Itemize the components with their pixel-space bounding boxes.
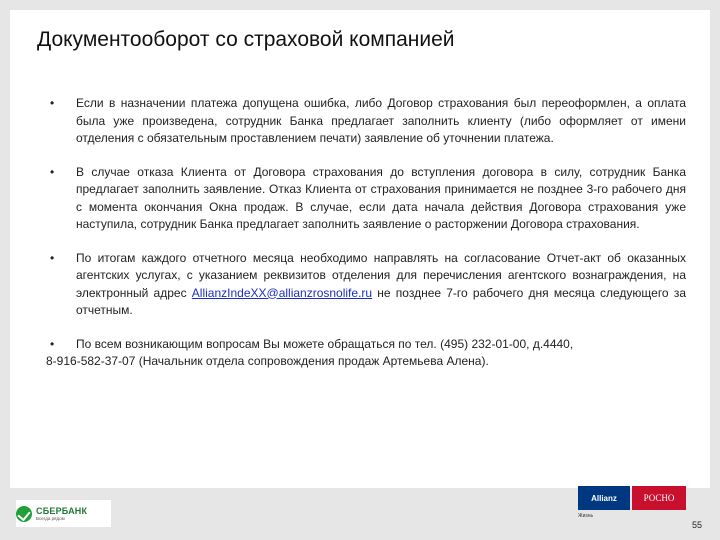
rosno-logo: РОСНО bbox=[632, 486, 686, 510]
bullet-text: По всем возникающим вопросам Вы можете обращаться по тел. (495) 232-01-00, д.4440, bbox=[76, 336, 574, 351]
life-label: Жизнь bbox=[578, 513, 594, 519]
bullet-dot: • bbox=[50, 164, 55, 179]
bullet-dot: • bbox=[50, 336, 55, 351]
sberbank-check-icon bbox=[16, 506, 32, 522]
bullet-item bbox=[46, 164, 686, 234]
content bbox=[46, 95, 686, 371]
sberbank-wordmark bbox=[36, 506, 87, 521]
bullet-dot: • bbox=[50, 250, 55, 265]
contact-line: 8-916-582-37-07 (Начальник отдела сопровождения продаж Артемьева Алена). bbox=[46, 354, 489, 368]
sberbank-slogan: Всегда рядом bbox=[36, 516, 65, 521]
email-link[interactable]: AllianzIndeXX@allianzrosnolife.ru bbox=[191, 285, 373, 300]
sberbank-logo bbox=[16, 500, 111, 527]
bullet-text-before: По итогам каждого отчетного месяца необходимо направлять на согласование Отчет-акт об оказанных агентских услугах, с указанием реквизитов отделения для перечисления агентского вознаграждения, на электронный адрес bbox=[76, 250, 686, 300]
bullet-item bbox=[46, 336, 686, 354]
slide-title: Документооборот со страховой компанией bbox=[37, 28, 455, 51]
bullet-item bbox=[46, 250, 686, 320]
bullet-text: В случае отказа Клиента от Договора страхования до вступления договора в силу, сотрудник Банка предлагает заполнить заявление. Отказ Клиента от страхования принимается не позднее 3-го рабочего дня с момента окончания Окна продаж. В случае, если дата начала действия Договора страхования уже наступила, сотрудник Банка предлагает заполнить заявление о расторжении Договора страхования. bbox=[76, 164, 686, 231]
slide bbox=[10, 10, 710, 488]
bullet-item bbox=[46, 95, 686, 148]
allianz-rosno-logo bbox=[578, 486, 690, 522]
allianz-logo: Allianz bbox=[578, 486, 630, 510]
bullet-text: Если в назначении платежа допущена ошибка, либо Договор страхования был переоформлен, а оплата была уже произведена, сотрудник Банка предлагает заполнить клиенту (либо оформляет от имени отделения с обязательным проставлением печати) заявление об уточнении платежа. bbox=[76, 96, 686, 145]
sberbank-name: СБЕРБАНК bbox=[36, 506, 88, 516]
partner-logos bbox=[578, 486, 690, 510]
bullet-dot: • bbox=[50, 96, 55, 110]
page-number: 55 bbox=[692, 520, 703, 530]
bullet-text-after: не позднее 7-го рабочего дня месяца следующего за отчетным. bbox=[76, 285, 686, 317]
